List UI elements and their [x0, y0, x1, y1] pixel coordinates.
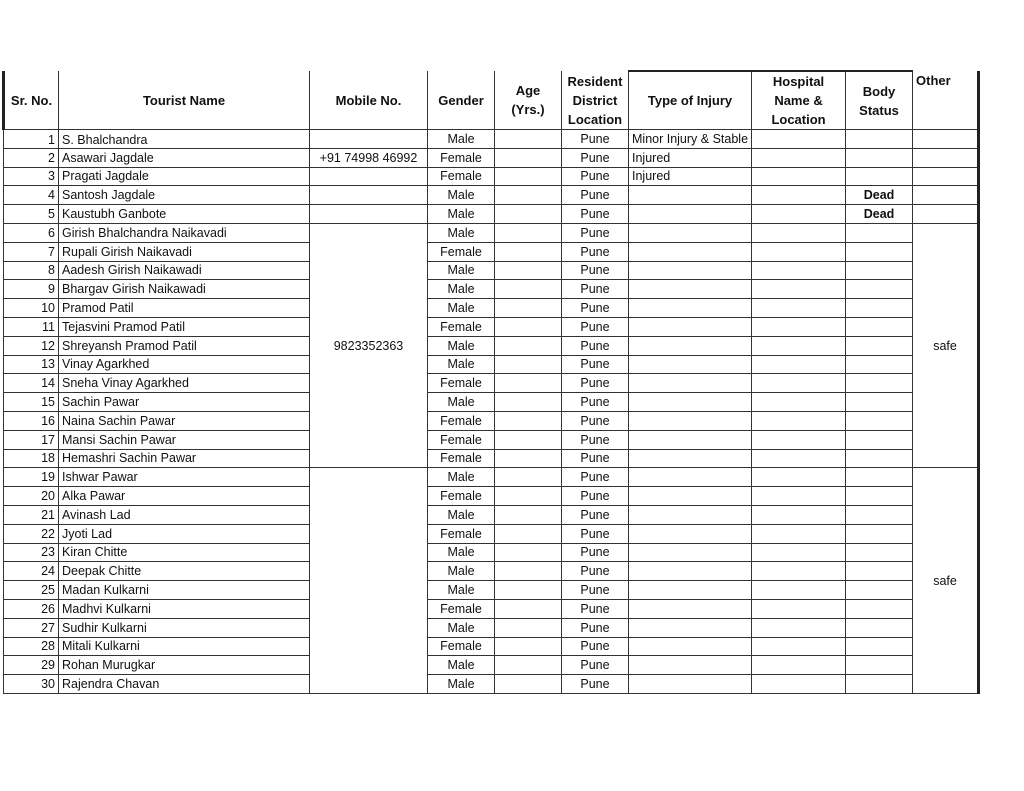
sr-no-cell: 4: [4, 186, 59, 205]
age-cell: [495, 167, 562, 186]
hospital-cell: [752, 280, 846, 299]
tourist-name-cell: Girish Bhalchandra Naikavadi: [59, 223, 310, 242]
sr-no-cell: 23: [4, 543, 59, 562]
gender-cell: Female: [428, 242, 495, 261]
injury-cell: [629, 581, 752, 600]
sr-no-cell: 18: [4, 449, 59, 468]
hospital-cell: [752, 487, 846, 506]
hospital-cell: [752, 148, 846, 167]
age-cell: [495, 487, 562, 506]
age-cell: [495, 656, 562, 675]
hospital-cell: [752, 261, 846, 280]
header-age: Age (Yrs.): [495, 71, 562, 130]
district-cell: Pune: [562, 543, 629, 562]
body-status-cell: [846, 637, 913, 656]
table-row: [4, 468, 979, 487]
injury-cell: [629, 411, 752, 430]
gender-cell: Male: [428, 581, 495, 600]
body-status-cell: [846, 430, 913, 449]
tourist-casualty-table: [2, 70, 980, 694]
table-row: [4, 430, 979, 449]
sr-no-cell: 9: [4, 280, 59, 299]
district-cell: Pune: [562, 205, 629, 224]
district-cell: Pune: [562, 675, 629, 694]
table-row: [4, 299, 979, 318]
injury-cell: [629, 223, 752, 242]
hospital-cell: [752, 167, 846, 186]
table-row: [4, 280, 979, 299]
tourist-name-cell: Pramod Patil: [59, 299, 310, 318]
body-status-cell: [846, 393, 913, 412]
gender-cell: Male: [428, 130, 495, 149]
gender-cell: Male: [428, 543, 495, 562]
tourist-name-cell: S. Bhalchandra: [59, 130, 310, 149]
injury-cell: [629, 468, 752, 487]
gender-cell: Male: [428, 280, 495, 299]
district-cell: Pune: [562, 299, 629, 318]
gender-cell: Female: [428, 637, 495, 656]
body-status-cell: [846, 675, 913, 694]
other-cell: [913, 148, 979, 167]
body-status-cell: [846, 524, 913, 543]
tourist-name-cell: Mansi Sachin Pawar: [59, 430, 310, 449]
age-cell: [495, 599, 562, 618]
hospital-cell: [752, 468, 846, 487]
header-type-of-injury: Type of Injury: [629, 71, 752, 130]
gender-cell: Female: [428, 599, 495, 618]
body-status-cell: [846, 468, 913, 487]
hospital-cell: [752, 675, 846, 694]
sr-no-cell: 29: [4, 656, 59, 675]
table-row: [4, 223, 979, 242]
district-cell: Pune: [562, 599, 629, 618]
tourist-name-cell: Alka Pawar: [59, 487, 310, 506]
injury-cell: Injured: [629, 148, 752, 167]
header-tourist-name: Tourist Name: [59, 71, 310, 130]
age-cell: [495, 505, 562, 524]
gender-cell: Male: [428, 261, 495, 280]
district-cell: Pune: [562, 411, 629, 430]
table-row: [4, 675, 979, 694]
tourist-name-cell: Madhvi Kulkarni: [59, 599, 310, 618]
age-cell: [495, 299, 562, 318]
age-cell: [495, 411, 562, 430]
header-gender: Gender: [428, 71, 495, 130]
age-cell: [495, 130, 562, 149]
other-cell: [913, 130, 979, 149]
sr-no-cell: 1: [4, 130, 59, 149]
injury-cell: [629, 317, 752, 336]
injury-cell: [629, 599, 752, 618]
hospital-cell: [752, 299, 846, 318]
age-cell: [495, 186, 562, 205]
table-row: [4, 449, 979, 468]
injury-cell: [629, 543, 752, 562]
sr-no-cell: 5: [4, 205, 59, 224]
gender-cell: Female: [428, 167, 495, 186]
injury-cell: [629, 261, 752, 280]
table-row: [4, 167, 979, 186]
body-status-cell: [846, 618, 913, 637]
district-cell: Pune: [562, 336, 629, 355]
age-cell: [495, 675, 562, 694]
tourist-name-cell: Pragati Jagdale: [59, 167, 310, 186]
body-status-cell: [846, 656, 913, 675]
header-body-status: Body Status: [846, 71, 913, 130]
body-status-cell: [846, 355, 913, 374]
table-row: [4, 393, 979, 412]
hospital-cell: [752, 130, 846, 149]
hospital-cell: [752, 317, 846, 336]
age-cell: [495, 543, 562, 562]
tourist-name-cell: Aadesh Girish Naikawadi: [59, 261, 310, 280]
table-row: [4, 374, 979, 393]
gender-cell: Male: [428, 205, 495, 224]
body-status-cell: [846, 543, 913, 562]
sr-no-cell: 21: [4, 505, 59, 524]
gender-cell: Male: [428, 468, 495, 487]
other-group-cell: safe: [913, 223, 979, 467]
gender-cell: Female: [428, 449, 495, 468]
injury-cell: [629, 374, 752, 393]
body-status-cell: [846, 505, 913, 524]
body-status-cell: [846, 599, 913, 618]
mobile-cell: [310, 186, 428, 205]
table-row: [4, 656, 979, 675]
mobile-cell: [310, 205, 428, 224]
age-cell: [495, 242, 562, 261]
other-cell: [913, 186, 979, 205]
tourist-name-cell: Jyoti Lad: [59, 524, 310, 543]
injury-cell: [629, 242, 752, 261]
table-row: [4, 186, 979, 205]
hospital-cell: [752, 430, 846, 449]
injury-cell: [629, 186, 752, 205]
body-status-cell: [846, 223, 913, 242]
tourist-name-cell: Shreyansh Pramod Patil: [59, 336, 310, 355]
district-cell: Pune: [562, 618, 629, 637]
gender-cell: Female: [428, 148, 495, 167]
body-status-cell: [846, 487, 913, 506]
table-row: [4, 524, 979, 543]
other-cell: [913, 167, 979, 186]
sr-no-cell: 26: [4, 599, 59, 618]
tourist-name-cell: Sachin Pawar: [59, 393, 310, 412]
gender-cell: Female: [428, 524, 495, 543]
age-cell: [495, 449, 562, 468]
sr-no-cell: 6: [4, 223, 59, 242]
body-status-cell: [846, 562, 913, 581]
gender-cell: Male: [428, 336, 495, 355]
age-cell: [495, 393, 562, 412]
body-status-cell: [846, 336, 913, 355]
tourist-name-cell: Kiran Chitte: [59, 543, 310, 562]
table-row: [4, 317, 979, 336]
gender-cell: Male: [428, 186, 495, 205]
hospital-cell: [752, 449, 846, 468]
body-status-cell: [846, 317, 913, 336]
age-cell: [495, 374, 562, 393]
body-status-cell: [846, 148, 913, 167]
injury-cell: [629, 355, 752, 374]
table-row: [4, 487, 979, 506]
age-cell: [495, 336, 562, 355]
age-cell: [495, 280, 562, 299]
mobile-cell: +91 74998 46992: [310, 148, 428, 167]
gender-cell: Female: [428, 487, 495, 506]
tourist-name-cell: Tejasvini Pramod Patil: [59, 317, 310, 336]
table-row: [4, 261, 979, 280]
district-cell: Pune: [562, 317, 629, 336]
injury-cell: [629, 505, 752, 524]
age-cell: [495, 355, 562, 374]
age-cell: [495, 618, 562, 637]
body-status-cell: [846, 411, 913, 430]
sr-no-cell: 22: [4, 524, 59, 543]
sr-no-cell: 27: [4, 618, 59, 637]
hospital-cell: [752, 524, 846, 543]
district-cell: Pune: [562, 130, 629, 149]
sr-no-cell: 17: [4, 430, 59, 449]
mobile-cell: [310, 130, 428, 149]
district-cell: Pune: [562, 430, 629, 449]
gender-cell: Male: [428, 618, 495, 637]
table-row: [4, 543, 979, 562]
hospital-cell: [752, 543, 846, 562]
injury-cell: [629, 205, 752, 224]
age-cell: [495, 581, 562, 600]
table-row: [4, 336, 979, 355]
injury-cell: [629, 637, 752, 656]
injury-cell: [629, 449, 752, 468]
sr-no-cell: 30: [4, 675, 59, 694]
district-cell: Pune: [562, 656, 629, 675]
age-cell: [495, 261, 562, 280]
injury-cell: [629, 280, 752, 299]
injury-cell: [629, 562, 752, 581]
age-cell: [495, 430, 562, 449]
gender-cell: Male: [428, 393, 495, 412]
sr-no-cell: 11: [4, 317, 59, 336]
body-status-cell: [846, 280, 913, 299]
hospital-cell: [752, 637, 846, 656]
table-row: [4, 411, 979, 430]
sr-no-cell: 15: [4, 393, 59, 412]
hospital-cell: [752, 242, 846, 261]
tourist-name-cell: Sneha Vinay Agarkhed: [59, 374, 310, 393]
age-cell: [495, 637, 562, 656]
district-cell: Pune: [562, 487, 629, 506]
gender-cell: Male: [428, 562, 495, 581]
hospital-cell: [752, 581, 846, 600]
injury-cell: [629, 656, 752, 675]
mobile-group-cell: 9823352363: [310, 223, 428, 467]
table-row: [4, 242, 979, 261]
district-cell: Pune: [562, 581, 629, 600]
sr-no-cell: 2: [4, 148, 59, 167]
tourist-name-cell: Avinash Lad: [59, 505, 310, 524]
tourist-name-cell: Santosh Jagdale: [59, 186, 310, 205]
tourist-name-cell: Rohan Murugkar: [59, 656, 310, 675]
tourist-name-cell: Rupali Girish Naikavadi: [59, 242, 310, 261]
district-cell: Pune: [562, 393, 629, 412]
table-body: [4, 130, 979, 694]
district-cell: Pune: [562, 167, 629, 186]
age-cell: [495, 562, 562, 581]
hospital-cell: [752, 186, 846, 205]
tourist-name-cell: Kaustubh Ganbote: [59, 205, 310, 224]
tourist-name-cell: Mitali Kulkarni: [59, 637, 310, 656]
injury-cell: [629, 299, 752, 318]
injury-cell: [629, 430, 752, 449]
hospital-cell: [752, 393, 846, 412]
injury-cell: [629, 487, 752, 506]
gender-cell: Female: [428, 317, 495, 336]
district-cell: Pune: [562, 261, 629, 280]
gender-cell: Male: [428, 505, 495, 524]
injury-cell: [629, 618, 752, 637]
injury-cell: [629, 675, 752, 694]
body-status-cell: [846, 167, 913, 186]
district-cell: Pune: [562, 562, 629, 581]
body-status-cell: Dead: [846, 205, 913, 224]
hospital-cell: [752, 618, 846, 637]
table-row: [4, 637, 979, 656]
district-cell: Pune: [562, 449, 629, 468]
table-row: [4, 581, 979, 600]
gender-cell: Female: [428, 411, 495, 430]
tourist-name-cell: Ishwar Pawar: [59, 468, 310, 487]
header-sr-no: Sr. No.: [4, 71, 59, 130]
hospital-cell: [752, 336, 846, 355]
injury-cell: Injured: [629, 167, 752, 186]
body-status-cell: [846, 242, 913, 261]
body-status-cell: [846, 130, 913, 149]
table-row: [4, 618, 979, 637]
district-cell: Pune: [562, 280, 629, 299]
hospital-cell: [752, 562, 846, 581]
tourist-name-cell: Naina Sachin Pawar: [59, 411, 310, 430]
table-row: [4, 130, 979, 149]
other-cell: [913, 205, 979, 224]
table-row: [4, 562, 979, 581]
tourist-name-cell: Rajendra Chavan: [59, 675, 310, 694]
age-cell: [495, 223, 562, 242]
body-status-cell: Dead: [846, 186, 913, 205]
hospital-cell: [752, 656, 846, 675]
tourist-name-cell: Madan Kulkarni: [59, 581, 310, 600]
district-cell: Pune: [562, 468, 629, 487]
gender-cell: Male: [428, 299, 495, 318]
tourist-name-cell: Vinay Agarkhed: [59, 355, 310, 374]
table-row: [4, 148, 979, 167]
table-row: [4, 355, 979, 374]
header-other: Other: [913, 71, 979, 130]
age-cell: [495, 524, 562, 543]
district-cell: Pune: [562, 223, 629, 242]
sr-no-cell: 28: [4, 637, 59, 656]
age-cell: [495, 205, 562, 224]
header-row: [4, 71, 979, 130]
sr-no-cell: 14: [4, 374, 59, 393]
gender-cell: Female: [428, 430, 495, 449]
header-resident-district: Resident District Location: [562, 71, 629, 130]
sr-no-cell: 13: [4, 355, 59, 374]
tourist-name-cell: Deepak Chitte: [59, 562, 310, 581]
body-status-cell: [846, 374, 913, 393]
table-row: [4, 505, 979, 524]
sr-no-cell: 16: [4, 411, 59, 430]
tourist-name-cell: Sudhir Kulkarni: [59, 618, 310, 637]
injury-cell: [629, 336, 752, 355]
body-status-cell: [846, 261, 913, 280]
other-group-cell: safe: [913, 468, 979, 694]
district-cell: Pune: [562, 524, 629, 543]
age-cell: [495, 468, 562, 487]
age-cell: [495, 317, 562, 336]
body-status-cell: [846, 299, 913, 318]
sr-no-cell: 12: [4, 336, 59, 355]
table-row: [4, 205, 979, 224]
district-cell: Pune: [562, 355, 629, 374]
tourist-name-cell: Bhargav Girish Naikawadi: [59, 280, 310, 299]
tourist-name-cell: Hemashri Sachin Pawar: [59, 449, 310, 468]
header-hospital: Hospital Name & Location: [752, 71, 846, 130]
district-cell: Pune: [562, 637, 629, 656]
gender-cell: Female: [428, 374, 495, 393]
hospital-cell: [752, 505, 846, 524]
district-cell: Pune: [562, 148, 629, 167]
mobile-cell: [310, 167, 428, 186]
sr-no-cell: 3: [4, 167, 59, 186]
hospital-cell: [752, 205, 846, 224]
tourist-name-cell: Asawari Jagdale: [59, 148, 310, 167]
injury-cell: [629, 524, 752, 543]
hospital-cell: [752, 411, 846, 430]
sr-no-cell: 10: [4, 299, 59, 318]
body-status-cell: [846, 449, 913, 468]
sr-no-cell: 7: [4, 242, 59, 261]
hospital-cell: [752, 599, 846, 618]
sr-no-cell: 8: [4, 261, 59, 280]
sr-no-cell: 25: [4, 581, 59, 600]
district-cell: Pune: [562, 374, 629, 393]
gender-cell: Male: [428, 656, 495, 675]
body-status-cell: [846, 581, 913, 600]
mobile-group-cell-empty: [310, 468, 428, 694]
injury-cell: Minor Injury & Stable: [629, 130, 752, 149]
district-cell: Pune: [562, 505, 629, 524]
hospital-cell: [752, 355, 846, 374]
gender-cell: Male: [428, 355, 495, 374]
gender-cell: Male: [428, 223, 495, 242]
sr-no-cell: 19: [4, 468, 59, 487]
hospital-cell: [752, 223, 846, 242]
injury-cell: [629, 393, 752, 412]
hospital-cell: [752, 374, 846, 393]
district-cell: Pune: [562, 242, 629, 261]
district-cell: Pune: [562, 186, 629, 205]
header-mobile-no: Mobile No.: [310, 71, 428, 130]
age-cell: [495, 148, 562, 167]
sr-no-cell: 20: [4, 487, 59, 506]
gender-cell: Male: [428, 675, 495, 694]
table-row: [4, 599, 979, 618]
sr-no-cell: 24: [4, 562, 59, 581]
